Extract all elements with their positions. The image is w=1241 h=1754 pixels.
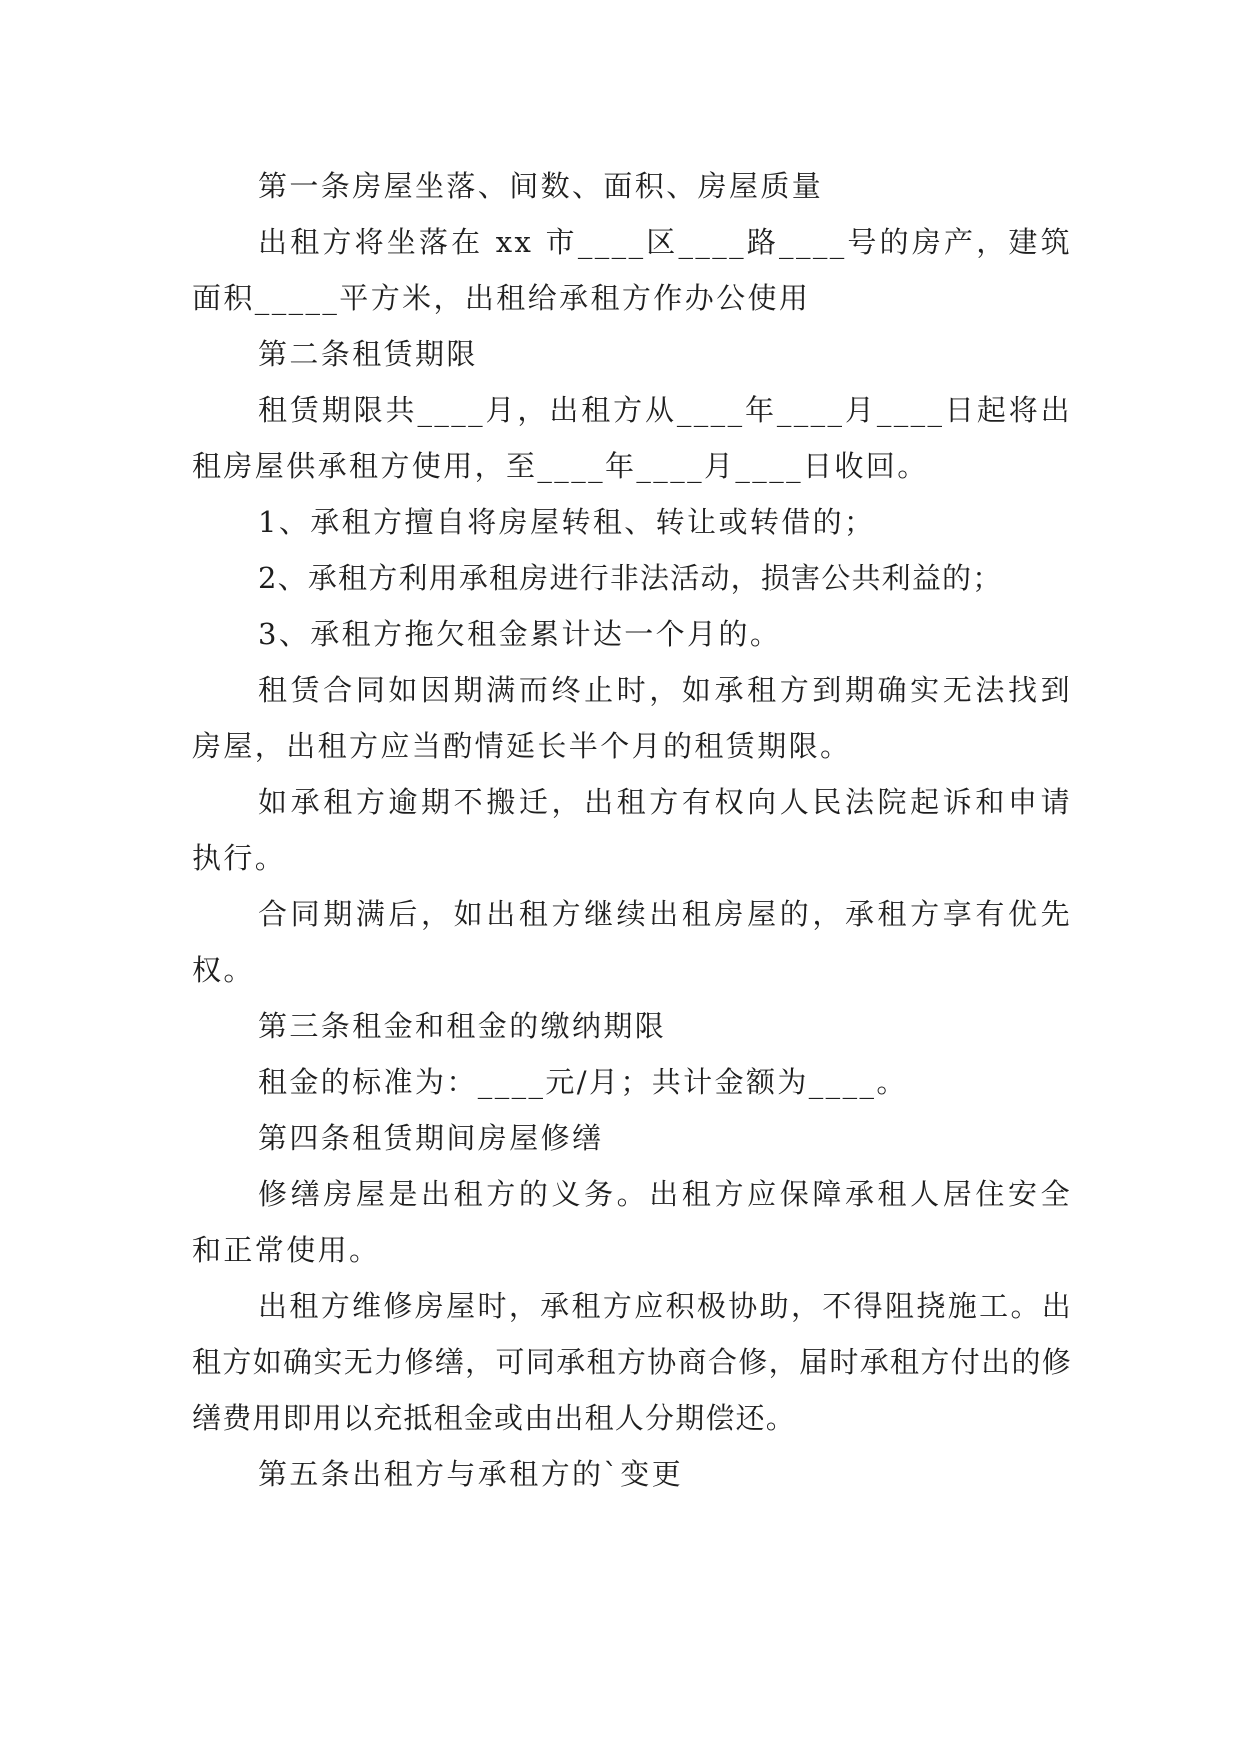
article-2-heading: 第二条租赁期限 — [258, 337, 478, 371]
article-2-clause-term: 租赁期限共____月，出租方从____年____月____日起将出租房屋供承租方使用，至____年____月____日收回。 — [192, 393, 1072, 483]
clause-expiry-extension: 租赁合同如因期满而终止时，如承租方到期确实无法找到房屋，出租方应当酌情延长半个月的租赁期限。 — [192, 673, 1072, 763]
article-5-heading: 第五条出租方与承租方的`变更 — [258, 1457, 684, 1491]
clause-priority-right: 合同期满后，如出租方继续出租房屋的，承租方享有优先权。 — [192, 897, 1072, 987]
termination-item-1: 1、承租方擅自将房屋转租、转让或转借的； — [258, 505, 876, 539]
document-body — [192, 158, 1072, 1502]
article-1-clause-location: 出租方将坐落在 xx 市____区____路____号的房产，建筑面积_____平方米，出租给承租方作办公使用 — [192, 225, 1072, 315]
article-4-heading: 第四条租赁期间房屋修缮 — [258, 1121, 604, 1155]
article-4-clause-duty: 修缮房屋是出租方的义务。出租方应保障承租人居住安全和正常使用。 — [192, 1177, 1072, 1267]
article-4-clause-repair: 出租方维修房屋时，承租方应积极协助，不得阻挠施工。出租方如确实无力修缮，可同承租方协商合修，届时承租方付出的修缮费用即用以充抵租金或由出租人分期偿还。 — [192, 1289, 1072, 1435]
article-1-heading: 第一条房屋坐落、间数、面积、房屋质量 — [258, 169, 824, 203]
article-3-heading: 第三条租金和租金的缴纳期限 — [258, 1009, 667, 1043]
article-3-clause-rent: 租金的标准为：____元/月；共计金额为____。 — [258, 1065, 908, 1099]
clause-overdue-move: 如承租方逾期不搬迁，出租方有权向人民法院起诉和申请执行。 — [192, 785, 1072, 875]
termination-item-2: 2、承租方利用承租房进行非法活动，损害公共利益的； — [258, 561, 1003, 595]
termination-item-3: 3、承租方拖欠租金累计达一个月的。 — [258, 617, 782, 651]
